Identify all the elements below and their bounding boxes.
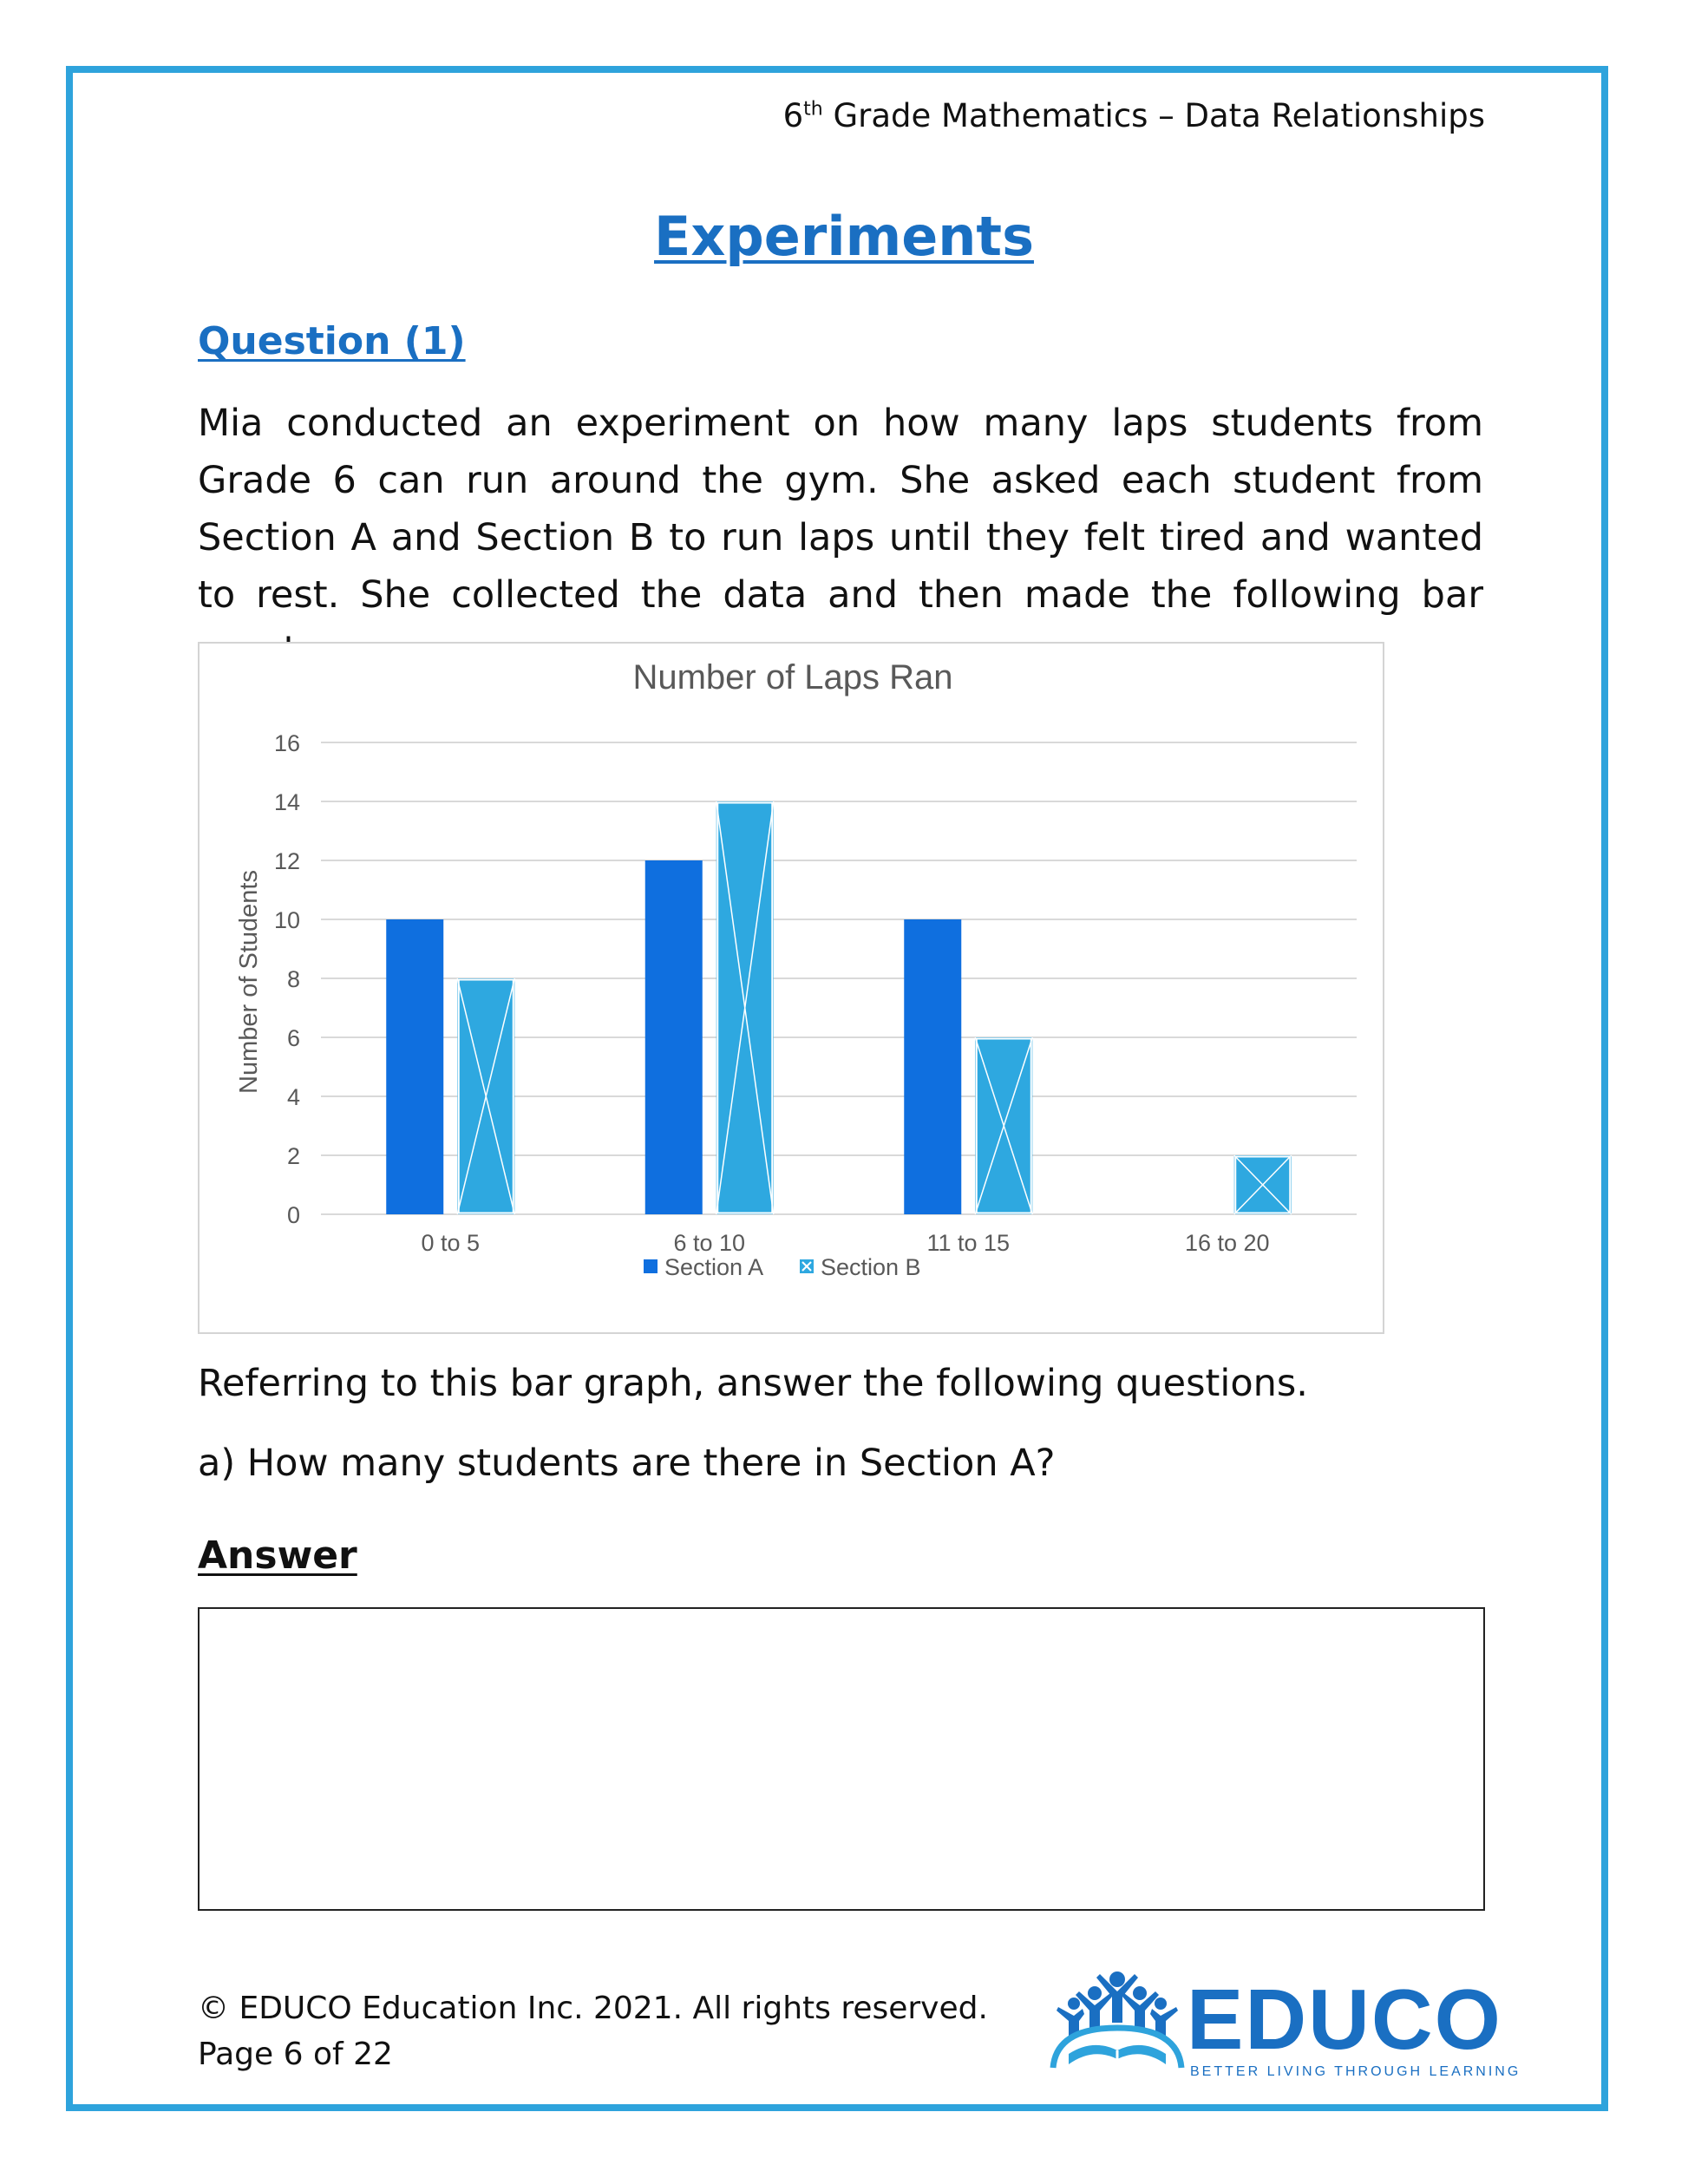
bar-section-b xyxy=(716,801,774,1214)
page-header xyxy=(783,97,1485,134)
y-tick-label: 10 xyxy=(273,907,300,933)
bar-section-a xyxy=(904,919,961,1214)
chart-legend xyxy=(644,1254,921,1280)
y-tick-label: 12 xyxy=(273,848,300,874)
refer-instruction: Referring to this bar graph, answer the following questions. xyxy=(198,1362,1308,1405)
legend-entry xyxy=(644,1254,763,1280)
y-tick-label: 6 xyxy=(286,1025,300,1051)
bar-section-b xyxy=(1234,1155,1292,1214)
question-a: a) How many students are there in Section A? xyxy=(198,1442,1056,1485)
bar-chart xyxy=(198,642,1384,1334)
x-tick-label: 11 to 15 xyxy=(926,1230,1011,1256)
page-title xyxy=(0,205,1688,268)
header-subject: Grade Mathematics – Data Relationships xyxy=(822,97,1485,134)
bar-section-a xyxy=(386,919,443,1214)
chart-y-ticks xyxy=(274,730,300,1228)
logo-people-book-icon xyxy=(1048,1967,1187,2080)
question-paragraph: Mia conducted an experiment on how many laps students from Grade 6 can run around the gym. She asked each student from Section A and Section B to run laps until they felt tired and wanted to rest. She collected the data and then made the following bar xyxy=(198,402,1483,617)
chart-x-ticks xyxy=(421,1230,1269,1256)
legend-label: Section B xyxy=(821,1254,921,1280)
legend-entry xyxy=(800,1254,921,1280)
x-tick-label: 0 to 5 xyxy=(421,1230,481,1256)
chart-title: Number of Laps Ran xyxy=(632,658,953,696)
bar-chart-svg xyxy=(200,644,1386,1336)
y-tick-label: 0 xyxy=(286,1202,300,1228)
y-tick-label: 2 xyxy=(286,1143,300,1169)
footer-page-number: Page 6 of 22 xyxy=(198,2037,393,2072)
header-superscript: th xyxy=(803,98,823,121)
chart-y-axis-label: Number of Students xyxy=(235,870,263,1094)
x-tick-label: 16 to 20 xyxy=(1184,1230,1270,1256)
legend-label: Section A xyxy=(664,1254,764,1280)
answer-box[interactable] xyxy=(198,1607,1485,1911)
page-title-text: Experiments xyxy=(654,205,1034,268)
bar-section-b xyxy=(975,1037,1032,1214)
question-heading: Question (1) xyxy=(198,319,466,363)
x-tick-label: 6 to 10 xyxy=(673,1230,746,1256)
y-tick-label: 4 xyxy=(286,1084,300,1110)
y-tick-label: 16 xyxy=(273,730,300,756)
logo-wordmark: EDUCO xyxy=(1187,1971,1502,2067)
header-grade: 6 xyxy=(782,97,804,134)
bar-section-b xyxy=(457,978,514,1214)
y-tick-label: 14 xyxy=(273,789,300,815)
chart-bars xyxy=(386,801,1292,1214)
answer-label: Answer xyxy=(198,1533,357,1578)
footer-copyright: © EDUCO Education Inc. 2021. All rights reserved. xyxy=(198,1991,988,2026)
bar-section-a xyxy=(645,860,703,1214)
logo-tagline: BETTER LIVING THROUGH LEARNING xyxy=(1190,2064,1521,2079)
educo-logo xyxy=(1048,1967,1521,2080)
y-tick-label: 8 xyxy=(286,966,300,992)
